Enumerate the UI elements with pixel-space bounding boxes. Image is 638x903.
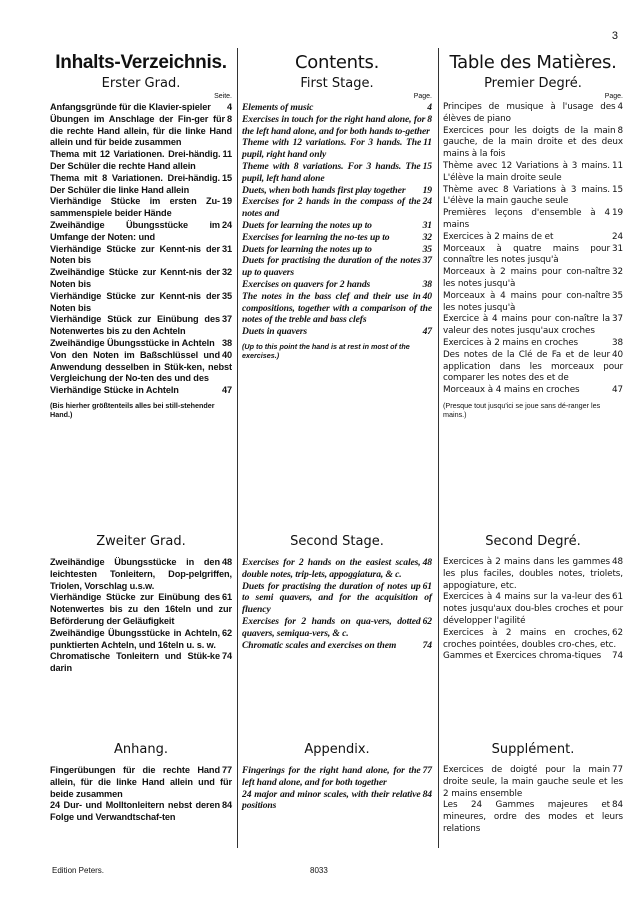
section-heading: Supplément. <box>491 742 575 757</box>
toc-entry-page: 4 <box>617 102 623 112</box>
toc-entry-page: 61 <box>422 580 432 592</box>
toc-entry-page: 38 <box>422 278 432 290</box>
toc-entry-page: 61 <box>612 592 623 603</box>
toc-entry-page: 38 <box>221 337 232 348</box>
toc-entry-page: 74 <box>422 639 432 651</box>
toc-entry-text: Exercices pour les doigts de la main gauche, de la main droite et des deux mains à la fois <box>443 125 623 160</box>
section-heading: Second Stage. <box>290 534 384 549</box>
toc-entry-page: 74 <box>612 651 623 662</box>
toc-entry <box>50 102 232 114</box>
toc-entry <box>242 616 432 640</box>
toc-entry <box>50 196 232 220</box>
toc-entry-text: Vierhändige Stücke zur Kennt-nis der Noten bis <box>50 243 220 266</box>
toc-entry-text: Exercises for 2 hands on qua-vers, dotted quavers, semiqua-vers, & c. <box>242 615 421 639</box>
section-heading: Zweiter Grad. <box>96 534 186 549</box>
toc-entry <box>443 592 623 627</box>
toc-entry-page: 8 <box>427 113 432 125</box>
toc-entry-page: 4 <box>427 102 432 113</box>
section-note: (Bis hierher größtenteils alles bei still-stehender Hand.) <box>50 400 215 419</box>
toc-section <box>443 742 623 836</box>
toc-entry-page: 8 <box>226 113 232 124</box>
toc-entry <box>242 279 432 291</box>
toc-entry-text: Zweihändige Übungsstücke in Achteln, punktierten Achteln, und 16teln u. s. w. <box>50 627 220 650</box>
toc-entry-page: 47 <box>612 385 623 396</box>
toc-entry <box>50 244 232 268</box>
section-heading: Anhang. <box>114 742 168 757</box>
toc-entry <box>50 350 232 385</box>
toc-entry <box>443 800 623 835</box>
toc-entry-page: 24 <box>612 231 623 242</box>
toc-entry-page: 40 <box>612 349 623 360</box>
toc-entry <box>443 267 623 291</box>
column-title: Table des Matières. <box>449 52 617 73</box>
toc-entry <box>50 338 232 350</box>
toc-section <box>50 742 232 824</box>
column-title: Inhalts-Verzeichnis. <box>55 52 227 73</box>
toc-entry <box>242 765 432 789</box>
toc-entry-text: Duets for practising the duration of the notes up to quavers <box>242 255 421 279</box>
toc-section <box>50 76 232 419</box>
publisher-label: Edition Peters. <box>52 866 105 875</box>
column-french <box>443 52 623 834</box>
toc-entry-text: Vierhändige Stücke zur Kennt-nis der Noten bis <box>50 290 220 313</box>
toc-entry-text: Morceaux à 4 mains pour con-naître les notes jusqu'à <box>443 290 610 313</box>
toc-entry <box>443 208 623 232</box>
toc-entry <box>443 126 623 161</box>
toc-entry-text: Duets in quavers <box>242 326 308 338</box>
toc-entry-text: Übungen im Anschlage der Fin-ger für die rechte Hand allein, für die linke Hand allein und für beide zusammen <box>50 113 232 148</box>
toc-entry-text: Zweihändige Stücke zur Kennt-nis der Noten bis <box>50 267 220 289</box>
toc-entry-page: 48 <box>612 557 623 567</box>
toc-entry <box>242 102 432 114</box>
toc-entry <box>50 314 232 338</box>
toc-entry-text: Chromatische Tonleitern und Stük-ke darin <box>50 651 220 674</box>
toc-entry-text: Von den Noten im Baßschlüssel und Anwendung desselben in Stük-ken, nebst Vergleichung der No-ten des und des <box>50 349 232 384</box>
toc-entry-text: Thème avec 12 Variations à 3 mains. L'élève la main droite seule <box>443 160 610 183</box>
toc-entry-page: 48 <box>422 557 432 568</box>
toc-entry <box>50 149 232 173</box>
toc-entry-page: 62 <box>612 627 623 638</box>
toc-entry-page: 48 <box>221 557 232 567</box>
toc-entry-text: Exercices à 2 mains en croches <box>443 337 579 348</box>
toc-entry-text: Des notes de la Clé de Fa et de leur application dans les morceaux pour comparer les notes des et de <box>443 349 623 384</box>
toc-entry <box>443 557 623 592</box>
toc-entry-text: The notes in the bass clef and their use in compositions, together with a comparison of the notes of the treble and bass clefs <box>242 290 432 326</box>
toc-entry <box>242 220 432 232</box>
toc-entry-page: 62 <box>221 627 232 638</box>
toc-entry-page: 11 <box>612 160 623 171</box>
toc-entry-page: 40 <box>422 290 432 302</box>
toc-entry-text: Theme with 8 variations. For 3 hands. The pupil, left hand alone <box>242 160 421 184</box>
toc-entry <box>443 338 623 350</box>
toc-entry-page: 74 <box>221 651 232 662</box>
toc-entry-text: Thema mit 12 Variationen. Drei-händig. Der Schüler die rechte Hand allein <box>50 149 221 171</box>
toc-entry-page: 8 <box>617 125 623 136</box>
toc-entry-page: 31 <box>422 219 432 231</box>
toc-entry-page: 4 <box>226 102 232 112</box>
toc-entry-page: 32 <box>612 267 623 278</box>
toc-entry-text: Duets for learning the notes up to <box>242 219 372 231</box>
toc-entry-text: Exercices à 4 mains sur la va-leur des notes jusqu'aux dou-bles croches et pour développer l'agilité <box>443 592 623 626</box>
toc-section <box>242 742 432 812</box>
toc-entry <box>443 314 623 338</box>
toc-entry <box>443 291 623 315</box>
toc-entry-page: 32 <box>422 231 432 243</box>
page-number: 3 <box>611 30 618 42</box>
toc-entry <box>242 326 432 338</box>
toc-entry-text: Morceaux à 4 mains en croches <box>443 385 580 396</box>
toc-entry <box>242 581 432 616</box>
toc-entry-text: Duets, when both hands first play together <box>242 184 406 196</box>
toc-entry-page: 38 <box>612 337 623 348</box>
toc-entry-text: Morceaux à quatre mains pour connaître les notes jusqu'à <box>443 243 610 266</box>
toc-entry-page: 35 <box>422 243 432 255</box>
toc-entry-text: Principes de musique à l'usage des élèves de piano <box>443 102 616 124</box>
toc-entry-text: Chromatic scales and exercises on them <box>242 639 397 651</box>
toc-entry <box>242 185 432 197</box>
toc-entry-text: Exercices à 2 mains dans les gammes les plus faciles, doubles notes, triolets, appogiature, etc. <box>443 557 623 591</box>
toc-entry-text: Thème avec 8 Variations à 3 mains. L'élève la main gauche seule <box>443 184 610 207</box>
toc-entry <box>50 557 232 592</box>
toc-entry-page: 37 <box>221 314 232 325</box>
toc-entry-page: 61 <box>221 592 232 603</box>
toc-entry <box>50 114 232 149</box>
toc-entry <box>50 592 232 627</box>
toc-entry-page: 47 <box>422 326 432 338</box>
toc-entry-text: Fingerübungen für die rechte Hand allein, für die linke Hand allein und für beide zusammen <box>50 765 232 799</box>
toc-entry <box>443 161 623 185</box>
section-heading: First Stage. <box>300 76 374 91</box>
toc-entry-page: 40 <box>221 349 232 360</box>
toc-entry <box>242 640 432 652</box>
toc-entry <box>443 385 623 397</box>
toc-entry <box>50 267 232 291</box>
toc-entry <box>443 244 623 268</box>
toc-section <box>50 534 232 675</box>
section-note: (Presque tout jusqu'ici se joue sans dé-ranger les mains.) <box>443 400 601 419</box>
toc-entry-page: 11 <box>423 137 432 149</box>
toc-entry <box>50 628 232 652</box>
toc-entry-text: Exercises on quavers for 2 hands <box>242 278 371 290</box>
toc-entry-text: Anfangsgründe für die Klavier-spieler <box>50 102 211 112</box>
page-column-label: Page. <box>413 93 432 100</box>
toc-entry-text: Duets for practising the duration of notes up to semi quavers, and for the acquisition of fluency <box>242 580 432 616</box>
section-heading: Erster Grad. <box>101 76 181 91</box>
toc-entry-text: Exercices à 2 mains de et <box>443 231 554 242</box>
column-title: Contents. <box>295 52 379 73</box>
toc-entry <box>242 789 432 813</box>
toc-entry-text: Exercices de doigté pour la main droite seule, la main gauche seule et les 2 mains ensemble <box>443 765 623 799</box>
toc-entry-text: Fingerings for the right hand alone, for the left hand alone, and for both together <box>242 765 421 788</box>
toc-entry <box>242 557 432 581</box>
toc-entry-text: Elements of music <box>242 102 314 113</box>
toc-section <box>443 534 623 663</box>
toc-entry-page: 47 <box>221 385 232 396</box>
toc-entry-page: 77 <box>612 765 623 775</box>
section-note: (Up to this point the hand is at rest in most of the exercises.) <box>242 341 410 360</box>
toc-entry-text: Vierhändige Stücke zur Einübung des Notenwertes bis zu den 16teln und zur Beförderung der Geläufigkeit <box>50 592 232 626</box>
toc-entry-page: 15 <box>612 184 623 195</box>
toc-entry <box>242 255 432 279</box>
toc-entry <box>50 173 232 197</box>
toc-entry <box>50 220 232 244</box>
toc-entry-text: Gammes et Exercices chroma-tiques <box>443 651 602 662</box>
toc-entry-text: Exercice à 4 mains pour con-naître la valeur des notes jusqu'aux croches <box>443 314 610 337</box>
toc-entry <box>242 291 432 326</box>
toc-entry-text: Vierhändige Stücke in Achteln <box>50 385 179 396</box>
toc-entry <box>242 196 432 220</box>
toc-entry <box>50 291 232 315</box>
column-english <box>242 52 432 812</box>
toc-entry <box>242 244 432 256</box>
toc-entry-page: 19 <box>612 208 623 219</box>
toc-entry-text: Premières leçons d'ensemble à 4 mains <box>443 208 610 230</box>
toc-entry-page: 24 <box>221 219 232 230</box>
toc-entry-page: 35 <box>612 290 623 301</box>
toc-entry <box>443 651 623 663</box>
toc-entry <box>443 102 623 126</box>
toc-entry-text: 24 Dur- und Molltonleitern nebst deren Folge und Verwandtschaf-ten <box>50 800 220 823</box>
toc-entry <box>443 185 623 209</box>
toc-entry <box>242 114 432 138</box>
toc-entry <box>50 800 232 824</box>
column-german <box>50 52 232 823</box>
toc-entry <box>443 232 623 244</box>
toc-entry-text: Exercises for learning the no-tes up to <box>242 231 390 243</box>
toc-entry <box>50 765 232 800</box>
toc-entry-text: Theme with 12 variations. For 3 hands. The pupil, right hand only <box>242 137 422 161</box>
toc-entry-page: 62 <box>422 615 432 627</box>
toc-entry-text: Thema mit 8 Variationen. Drei-händig. Der Schüler die linke Hand allein <box>50 172 220 195</box>
toc-entry-text: Zweihändige Übungsstücke in Achteln <box>50 337 215 348</box>
toc-entry-page: 31 <box>612 243 623 254</box>
toc-entry <box>50 651 232 675</box>
toc-entry-page: 77 <box>422 765 432 776</box>
page-column-label: Seite. <box>214 93 232 100</box>
toc-entry-page: 19 <box>422 184 432 196</box>
toc-entry-page: 84 <box>612 800 623 811</box>
toc-entry-text: Exercices à 2 mains en croches, croches pointées, doubles cro-ches, etc. <box>443 627 617 650</box>
toc-entry-text: Exercises in touch for the right hand alone, for the left hand alone, and for both hands to-gether <box>242 113 430 137</box>
column-divider <box>237 48 238 848</box>
section-heading: Appendix. <box>304 742 370 757</box>
toc-entry-text: Les 24 Gammes majeures et mineures, ordre des modes et leurs relations <box>443 800 623 834</box>
toc-entry-page: 15 <box>221 172 232 183</box>
toc-entry-text: Vierhändige Stücke im ersten Zu-sammenspiele beider Hände <box>50 196 220 219</box>
toc-entry-page: 77 <box>221 765 232 775</box>
toc-entry-page: 35 <box>221 290 232 301</box>
toc-entry-text: Zweihändige Übungsstücke in den leichtesten Tonleitern, Dop-pelgriffen, Triolen, Vorschlag u.s.w. <box>50 557 232 591</box>
toc-entry <box>443 350 623 385</box>
toc-entry-text: Vierhändige Stück zur Einübung des Notenwertes bis zu den Achteln <box>50 314 220 337</box>
toc-entry <box>443 628 623 652</box>
toc-entry-page: 15 <box>422 160 432 172</box>
toc-entry <box>242 232 432 244</box>
toc-entry-page: 32 <box>221 267 232 278</box>
toc-entry <box>242 137 432 161</box>
toc-entry-text: Exercises for 2 hands in the compass of the notes and <box>242 196 421 220</box>
toc-entry-text: Exercises for 2 hands on the easiest scales, double notes, trip-lets, appoggiatura, & c. <box>242 557 421 580</box>
toc-entry-page: 37 <box>422 255 432 267</box>
toc-entry-page: 84 <box>422 788 432 800</box>
toc-entry-page: 31 <box>221 243 232 254</box>
toc-entry-page: 37 <box>612 314 623 325</box>
plate-number: 8033 <box>310 866 328 875</box>
page-column-label: Page. <box>604 93 623 100</box>
toc-entry <box>443 765 623 800</box>
column-divider <box>438 48 439 848</box>
toc-entry-page: 19 <box>221 196 232 207</box>
toc-entry-page: 24 <box>422 196 432 208</box>
toc-entry-page: 11 <box>222 149 232 160</box>
toc-entry-text: Morceaux à 2 mains pour con-naître les notes jusqu'à <box>443 267 610 289</box>
toc-section <box>443 76 623 419</box>
section-heading: Premier Degré. <box>484 76 582 91</box>
toc-entry-page: 84 <box>221 800 232 811</box>
toc-section <box>242 76 432 360</box>
toc-section <box>242 534 432 651</box>
toc-entry-text: 24 major and minor scales, with their relative positions <box>242 788 421 812</box>
toc-entry-text: Zweihändige Übungsstücke im Umfange der Noten: und <box>50 219 220 242</box>
toc-entry <box>50 385 232 397</box>
toc-entry-text: Duets for learning the notes up to <box>242 243 372 255</box>
section-heading: Second Degré. <box>485 534 581 549</box>
toc-entry <box>242 161 432 185</box>
